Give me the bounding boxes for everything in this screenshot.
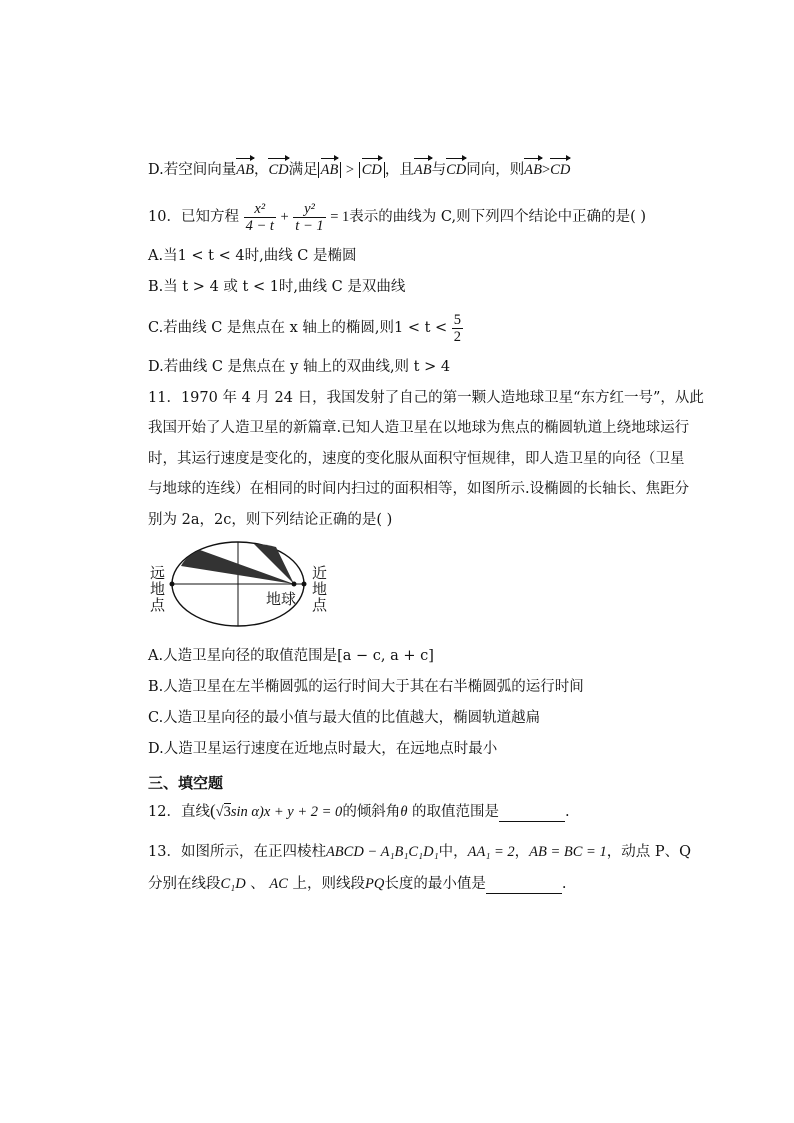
- q12-expression: sin α)x + y + 2 = 0: [230, 804, 343, 820]
- near-label-1: 近: [312, 564, 328, 582]
- far-label-2: 地: [150, 580, 166, 598]
- abs-cd-vector: CD: [362, 156, 382, 180]
- far-label-1: 远: [150, 564, 166, 582]
- q11-line-3: 时，其运行速度是变化的，速度的变化服从面积守恒规律，即人造卫星的向径（卫星: [148, 451, 685, 467]
- q9-satisfies: 满足: [288, 162, 318, 178]
- vector-ab-3: AB: [524, 156, 542, 180]
- q10-equals: = 1: [330, 209, 350, 225]
- q9-gt2: >: [541, 162, 551, 178]
- q10-plus: +: [280, 209, 289, 225]
- q12-mid: 的倾斜角: [342, 804, 401, 820]
- q13-prism: ABCD − A₁B₁C₁D₁: [325, 844, 439, 860]
- section-3-title: 三、填空题: [148, 774, 224, 792]
- q11-option-d: D.人造卫星运行速度在近地点时最大，在远地点时最小: [148, 741, 498, 757]
- q11-line-5: 别为 2a，2c，则下列结论正确的是( ): [148, 512, 393, 528]
- q11-option-b: B.人造卫星在左半椭圆弧的运行时间大于其在右半椭圆弧的运行时间: [148, 679, 584, 695]
- q11-line-4: 与地球的连线）在相同的时间内扫过的面积相等，如图所示.设椭圆的长轴长、焦距分: [148, 481, 690, 497]
- q10-option-c-fraction: [452, 312, 463, 345]
- q9-and: ，且: [384, 162, 414, 178]
- q11-option-c: C.人造卫星向径的最小值与最大值的比值越大，椭圆轨道越扁: [148, 710, 541, 726]
- frac-x-num: x²: [244, 201, 276, 218]
- vector-cd-3: CD: [550, 156, 570, 180]
- earth-label: 地球: [266, 590, 297, 608]
- q13-line2-post: 长度的最小值是: [384, 876, 486, 892]
- q10-option-a: A.当1 < t < 4时,曲线 C 是椭圆: [148, 248, 357, 264]
- q13-c1d: C₁D: [220, 876, 246, 892]
- q13-ac: AC: [269, 876, 288, 892]
- q12-sqrt-3: 3: [223, 804, 231, 820]
- abs-ab-vector: AB: [321, 156, 339, 180]
- q10-number: 10．已知方程: [148, 209, 239, 225]
- q10-option-b: B.当 t > 4 或 t < 1时,曲线 C 是双曲线: [148, 279, 406, 295]
- q13-answer-blank[interactable]: [486, 877, 562, 894]
- q9-same-dir: 同向，则: [466, 162, 525, 178]
- abs-ab: [318, 162, 342, 178]
- q13-line2-prefix: 分别在线段: [148, 876, 221, 892]
- frac-y-num: y²: [293, 201, 325, 218]
- q11-option-a: A.人造卫星向径的取值范围是[a − c, a + c]: [148, 648, 434, 664]
- vector-ab-2: AB: [414, 156, 432, 180]
- near-label-2: 地: [312, 580, 328, 598]
- q10-fraction-x: [244, 201, 276, 234]
- vector-cd-2: CD: [446, 156, 466, 180]
- far-point-dot: [170, 582, 175, 587]
- q12-end: .: [565, 804, 570, 820]
- q13-comma: ，: [514, 844, 530, 860]
- q9-gt: >: [345, 162, 355, 178]
- q12-sqrt: √3: [215, 804, 231, 820]
- q13-end: .: [561, 876, 567, 892]
- q13-line-2: [148, 874, 567, 894]
- q13-sep: 、: [245, 876, 270, 892]
- q9-option-d: [148, 156, 570, 180]
- vector-cd: CD: [268, 156, 288, 180]
- q13-line2-mid: 上，则线段: [287, 876, 366, 892]
- far-label-3: 点: [150, 596, 166, 614]
- q12-paren: (: [209, 801, 216, 820]
- q12-answer-blank[interactable]: [499, 805, 565, 822]
- q11-line-1: 11．1970 年 4 月 24 日，我国发射了自己的第一颗人造地球卫星“东方红一号”，从此: [148, 390, 704, 406]
- abs-cd: [359, 162, 385, 178]
- q10-option-c-text: C.若曲线 C 是焦点在 x 轴上的椭圆,则1 < t <: [148, 320, 448, 336]
- q10-option-d: D.若曲线 C 是焦点在 y 轴上的双曲线,则 t > 4: [148, 359, 451, 375]
- q13-line1-post: ，动点 P、Q: [606, 844, 691, 860]
- vector-ab: AB: [236, 156, 254, 180]
- q12-line: [148, 801, 570, 822]
- frac-y-den: t − 1: [295, 217, 324, 234]
- q12-prefix: 12．直线: [148, 804, 210, 820]
- q11-line-2: 我国开始了人造卫星的新篇章.已知人造卫星在以地球为焦点的椭圆轨道上绕地球运行: [148, 420, 690, 436]
- frac-5: 5: [453, 311, 462, 328]
- near-label-3: 点: [312, 596, 328, 614]
- q9-with: 与: [431, 162, 447, 178]
- q10-stem: [148, 198, 646, 236]
- earth-dot: [292, 582, 297, 587]
- frac-x-den: 4 − t: [245, 217, 274, 234]
- q9-comma: ，: [253, 162, 269, 178]
- q10-fraction-y: [293, 201, 325, 234]
- q12-theta: θ: [400, 804, 408, 820]
- q13-ab-bc: AB = BC = 1: [529, 844, 607, 860]
- q12-post: 的取值范围是: [407, 804, 500, 820]
- q10-stem-tail: 表示的曲线为 C,则下列四个结论中正确的是( ): [349, 209, 647, 225]
- q13-mid: 中，: [438, 844, 468, 860]
- orbit-figure: [148, 534, 338, 634]
- q10-option-c: [148, 310, 463, 346]
- q13-pq: PQ: [365, 876, 385, 892]
- frac-2: 2: [453, 328, 462, 345]
- q13-line-1: [148, 842, 691, 862]
- q13-aa1: AA₁ = 2: [467, 844, 515, 860]
- near-point-dot: [302, 582, 307, 587]
- q13-prefix: 13．如图所示，在正四棱柱: [148, 844, 326, 860]
- q9-d-prefix: D.若空间向量: [148, 162, 237, 178]
